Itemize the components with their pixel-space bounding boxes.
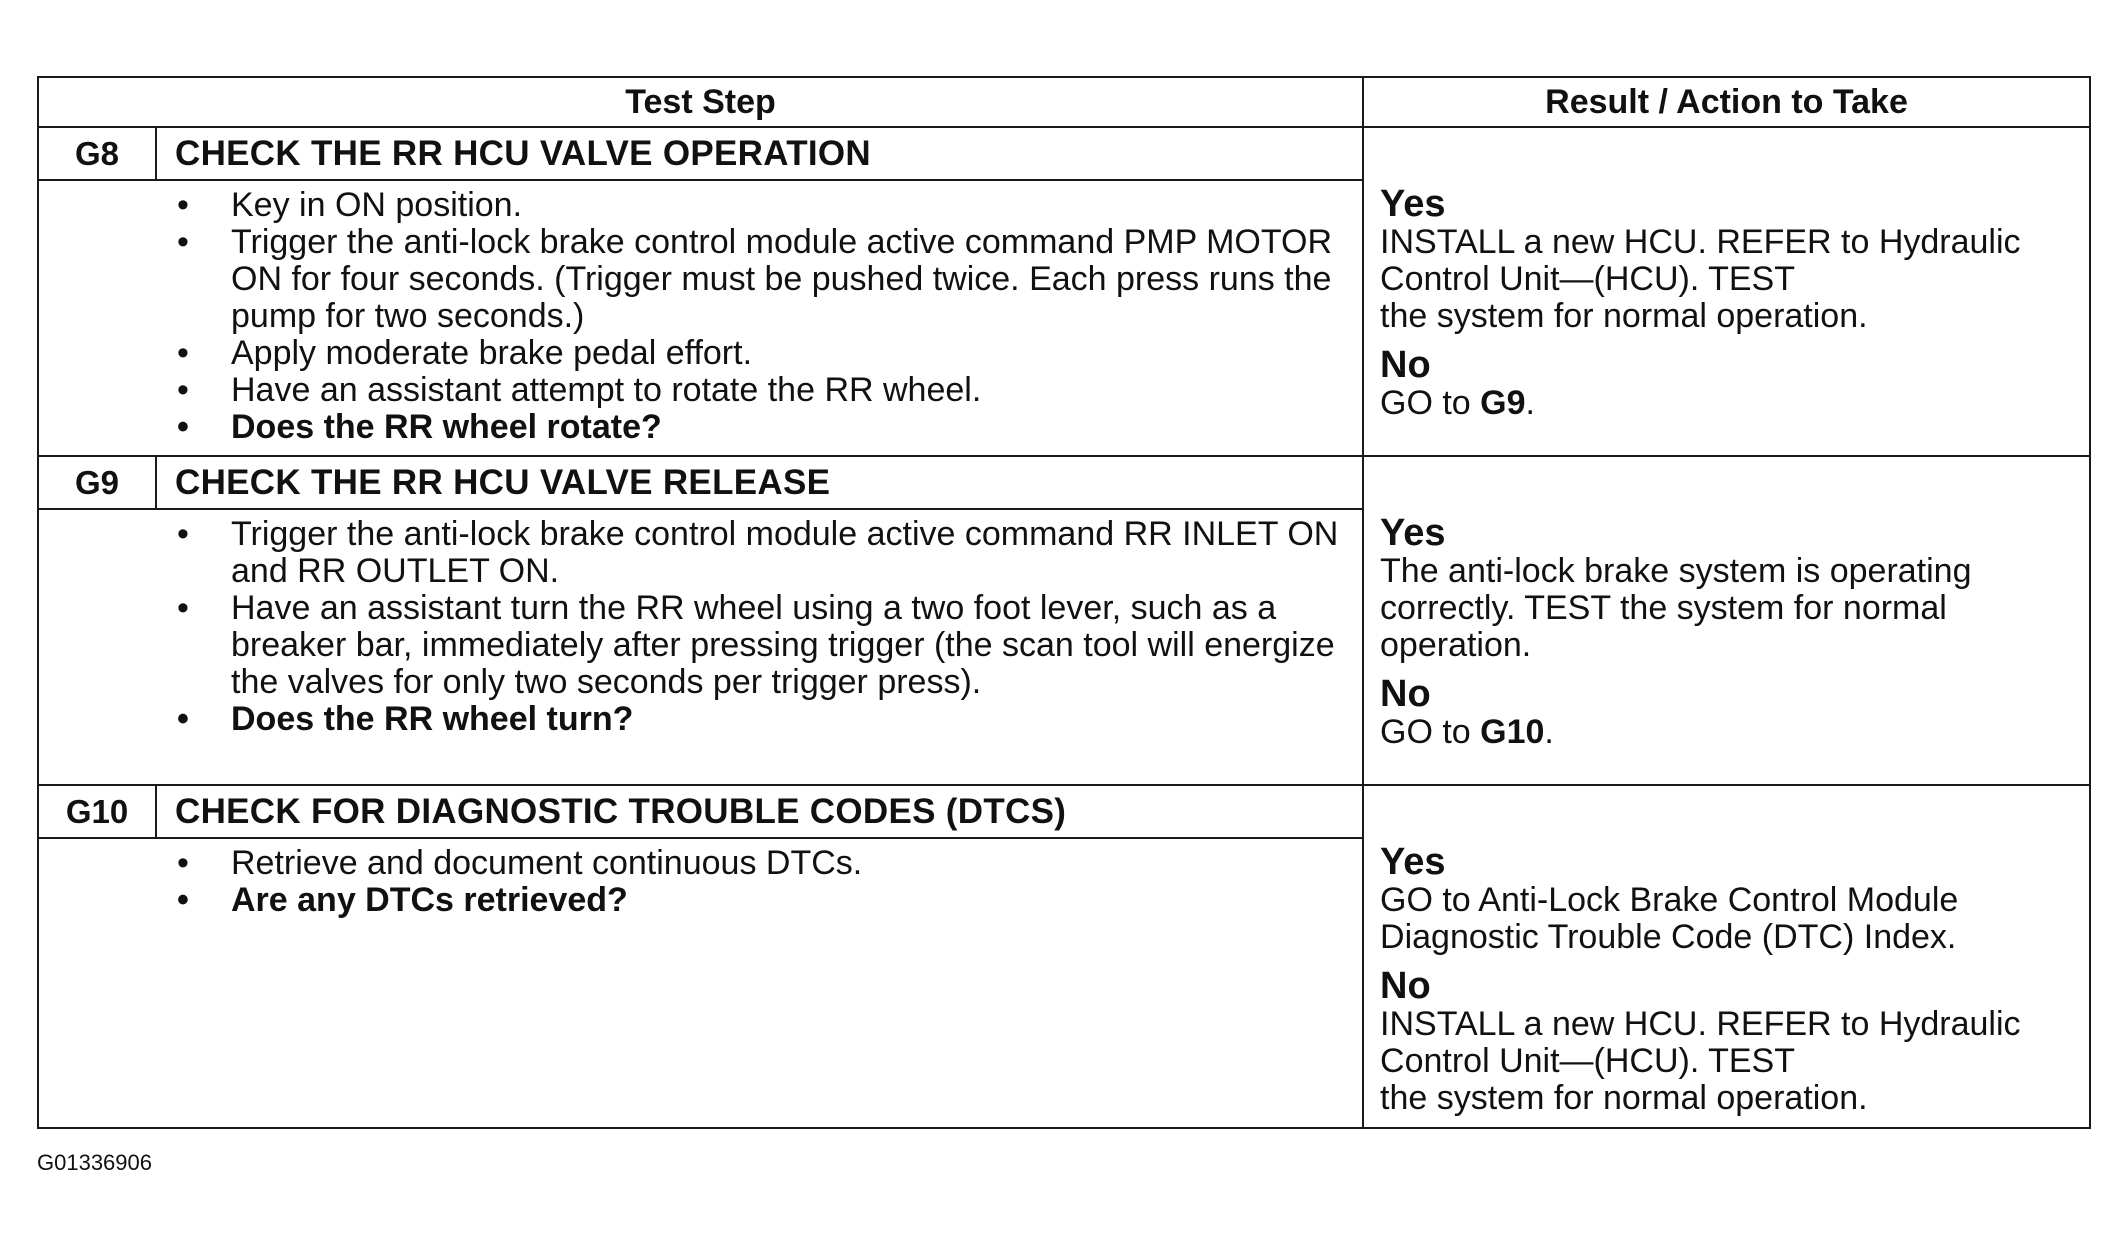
no-label: No — [1380, 673, 1431, 715]
step-bullet-list — [39, 516, 1362, 738]
step-title-row-g9 — [38, 456, 2090, 509]
no-line: Control Unit—(HCU). TEST — [1380, 1042, 1796, 1080]
step-title: CHECK FOR DIAGNOSTIC TROUBLE CODES (DTCS) — [156, 785, 1363, 838]
step-body-g9 — [38, 509, 1363, 785]
step-id: G9 — [38, 456, 156, 509]
step-bullet: • Retrieve and document continuous DTCs. — [39, 845, 1362, 882]
result-header: Result / Action to Take — [1363, 77, 2090, 127]
step-bullet: • Have an assistant attempt to rotate the RR wheel. — [39, 372, 1362, 409]
step-bullet-list — [39, 187, 1362, 446]
diagnostic-test-table — [37, 76, 2091, 1129]
step-title-row-g8 — [38, 127, 2090, 180]
test-step-header: Test Step — [38, 77, 1363, 127]
step-bullet-list — [39, 845, 1362, 919]
yes-answer — [1380, 184, 2089, 335]
no-label: No — [1380, 965, 1431, 1007]
step-title: CHECK THE RR HCU VALVE RELEASE — [156, 456, 1363, 509]
step-bullet: • Trigger the anti-lock brake control module active command RR INLET ON and RR OUTLET ON. — [39, 516, 1362, 590]
yes-line: Control Unit—(HCU). TEST — [1380, 260, 1796, 298]
step-question: • Does the RR wheel turn? — [39, 701, 1362, 738]
step-bullet: • Apply moderate brake pedal effort. — [39, 335, 1362, 372]
yes-line: the system for normal operation. — [1380, 297, 1868, 335]
step-body-g8 — [38, 180, 1363, 456]
yes-label: Yes — [1380, 512, 1446, 554]
yes-line: correctly. TEST the system for normal — [1380, 589, 1947, 627]
no-line: the system for normal operation. — [1380, 1079, 1868, 1117]
yes-answer — [1380, 842, 2089, 956]
no-answer — [1380, 966, 2089, 1117]
no-line: INSTALL a new HCU. REFER to Hydraulic — [1380, 1005, 2021, 1043]
no-line: GO to G10. — [1380, 713, 1554, 751]
yes-line: GO to Anti-Lock Brake Control Module — [1380, 881, 1959, 919]
yes-answer — [1380, 513, 2089, 664]
step-question: • Does the RR wheel rotate? — [39, 409, 1362, 446]
step-title-row-g10 — [38, 785, 2090, 838]
result-cell-g8 — [1363, 127, 2090, 456]
table-header-row — [38, 77, 2090, 127]
no-line: GO to G9. — [1380, 384, 1535, 422]
yes-label: Yes — [1380, 841, 1446, 883]
step-bullet: • Key in ON position. — [39, 187, 1362, 224]
figure-id: G01336906 — [37, 1150, 152, 1175]
yes-line: Diagnostic Trouble Code (DTC) Index. — [1380, 918, 1957, 956]
step-id: G10 — [38, 785, 156, 838]
step-bullet: • Trigger the anti-lock brake control module active command PMP MOTOR ON for four seconds. (Trigger must be pushed twice. Each press runs the pump for two seconds.) — [39, 224, 1362, 335]
yes-label: Yes — [1380, 183, 1446, 225]
yes-line: INSTALL a new HCU. REFER to Hydraulic — [1380, 223, 2021, 261]
no-answer — [1380, 674, 2089, 751]
step-reference: G10 — [1480, 713, 1545, 751]
yes-line: operation. — [1380, 626, 1532, 664]
no-label: No — [1380, 344, 1431, 386]
step-body-g10 — [38, 838, 1363, 1128]
step-bullet: • Have an assistant turn the RR wheel using a two foot lever, such as a breaker bar, immediately after pressing trigger (the scan tool will energize the valves for only two seconds per trigger press). — [39, 590, 1362, 701]
yes-line: The anti-lock brake system is operating — [1380, 552, 1972, 590]
no-answer — [1380, 345, 2089, 422]
step-reference: G9 — [1480, 384, 1526, 422]
step-question: • Are any DTCs retrieved? — [39, 882, 1362, 919]
step-id: G8 — [38, 127, 156, 180]
result-cell-g9 — [1363, 456, 2090, 785]
step-title: CHECK THE RR HCU VALVE OPERATION — [156, 127, 1363, 180]
result-cell-g10 — [1363, 785, 2090, 1128]
